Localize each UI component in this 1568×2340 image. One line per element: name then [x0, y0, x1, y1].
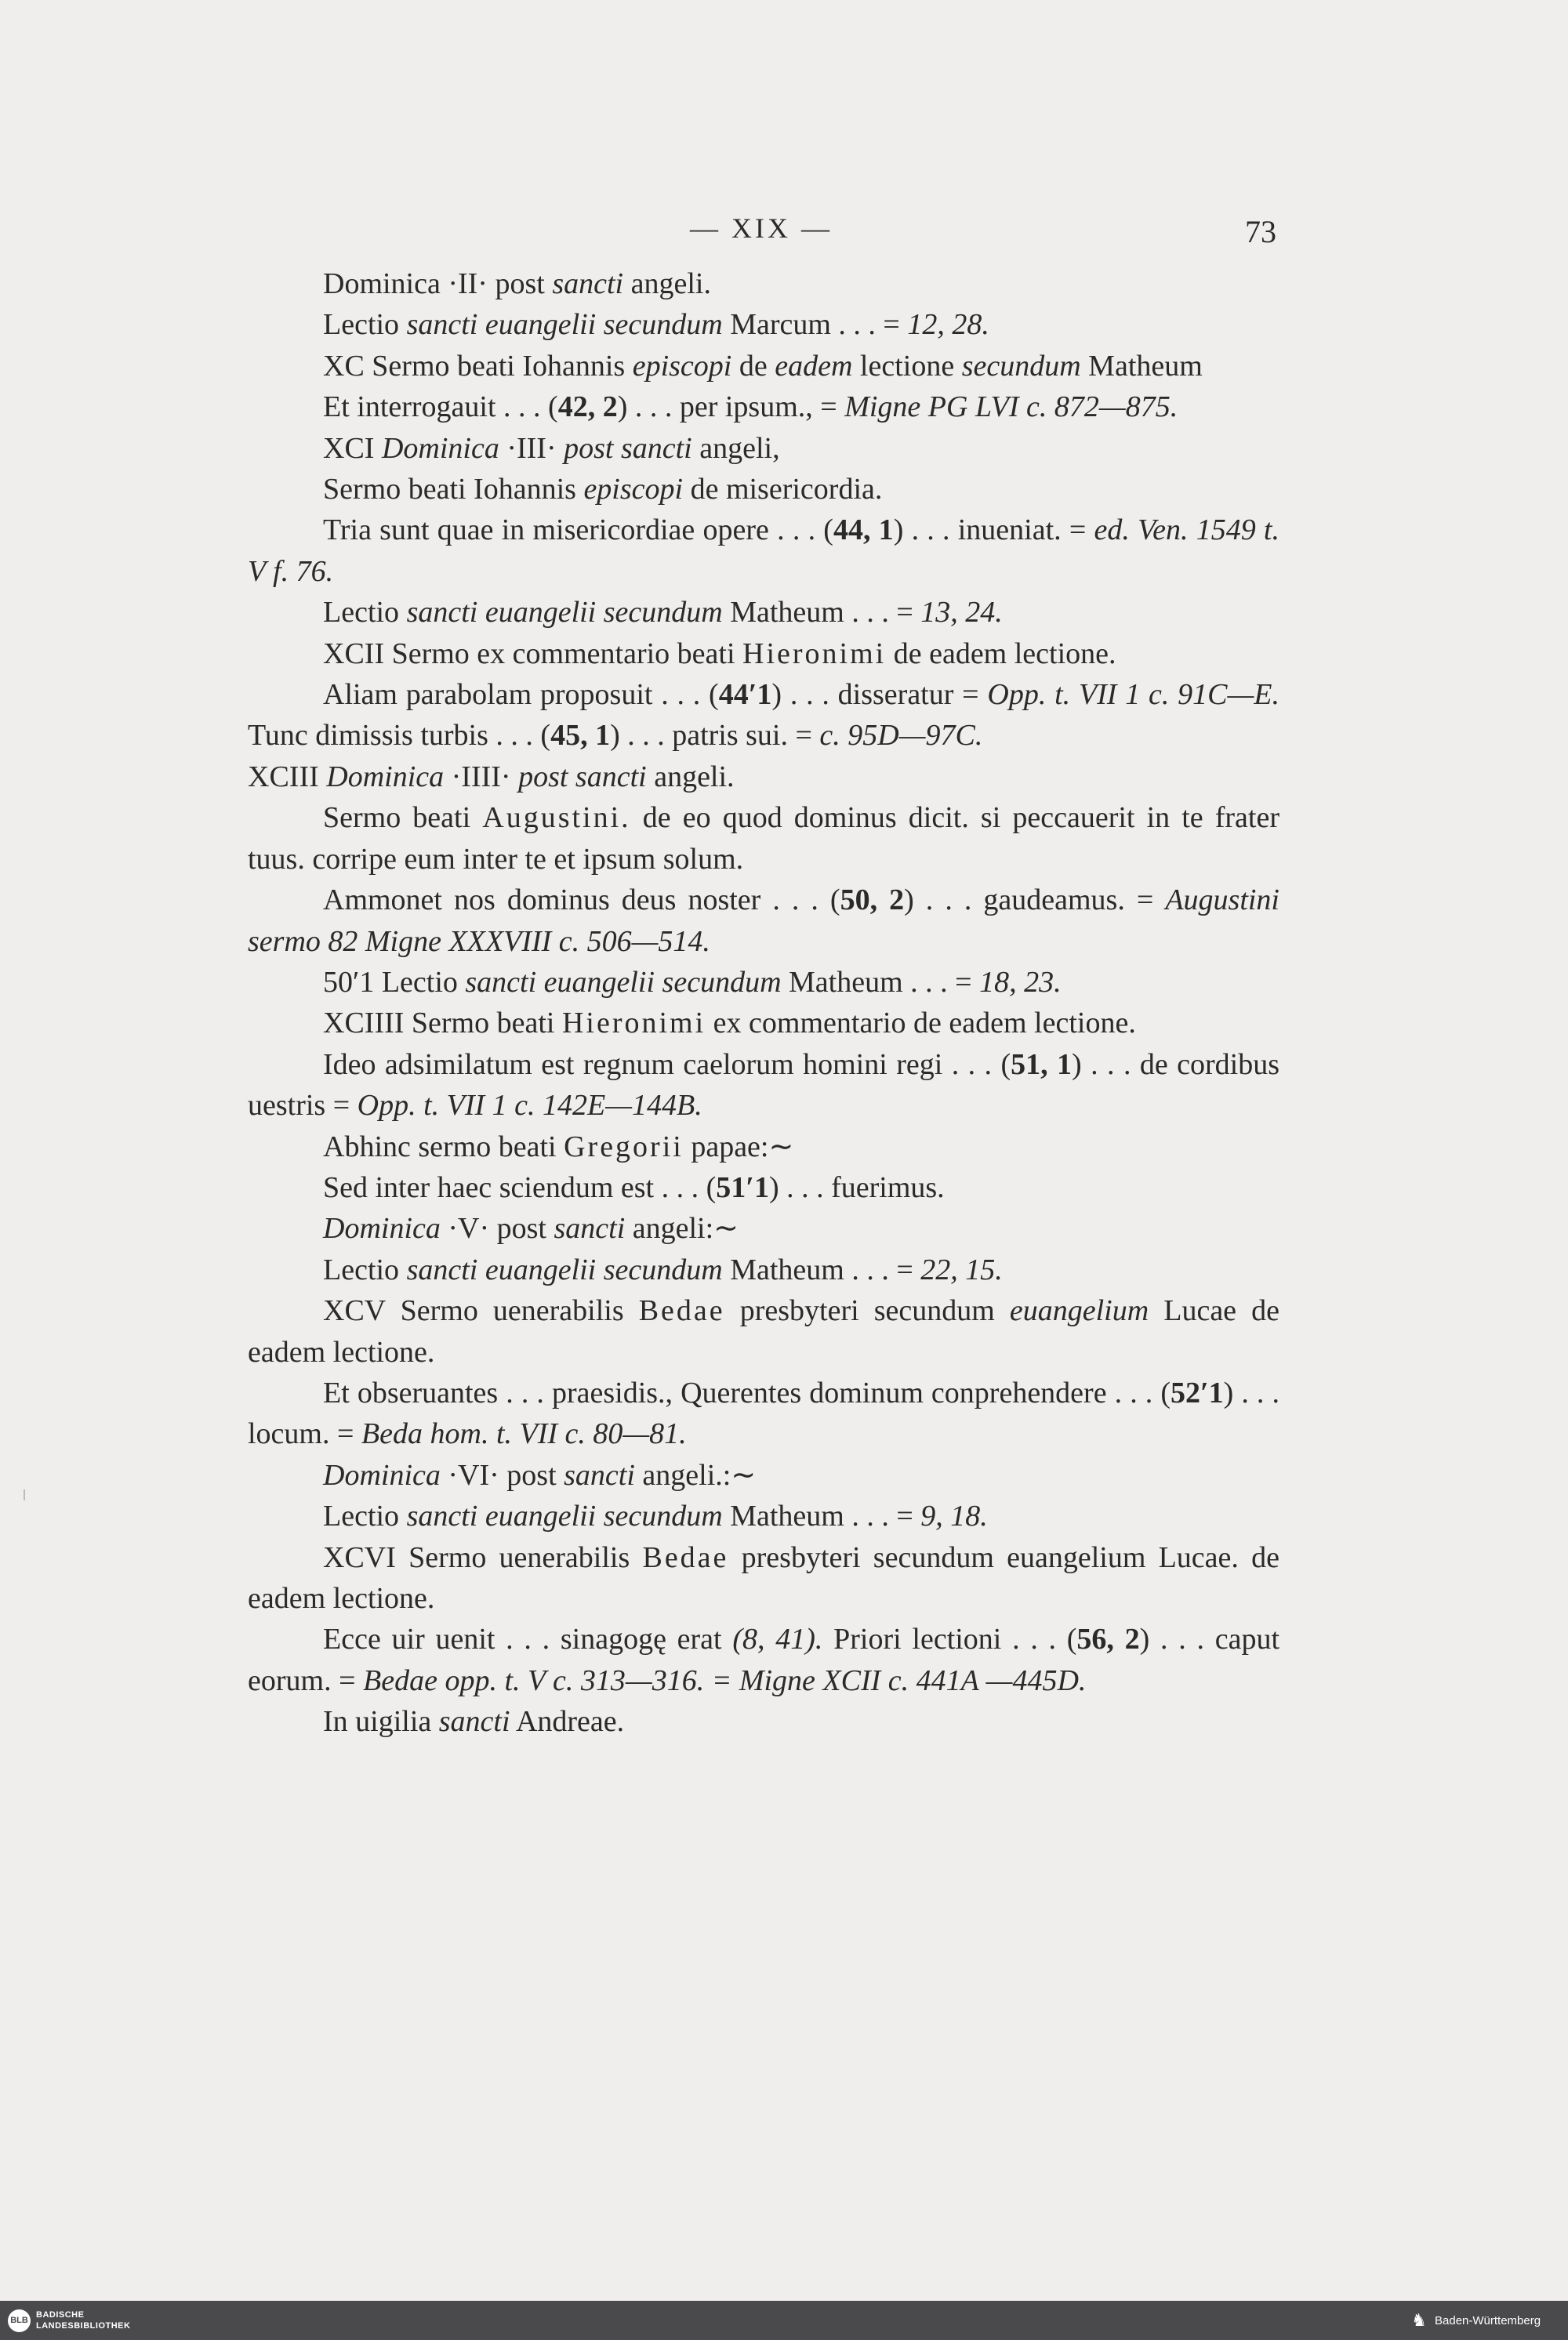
text-line: XCV Sermo uenerabilis Bedae presbyteri secundum euangelium Lucae de eadem lectione.	[248, 1294, 1279, 1369]
text-line: Aliam parabolam proposuit . . . (44′1) . . . disseratur = Opp. t. VII 1 c. 91C—E. Tunc dimissis turbis . . . (45, 1) . . . patris sui. = c. 95D—97C.	[248, 678, 1280, 753]
body-text	[248, 263, 1279, 1743]
text-line: Dominica ·VI· post sancti angeli.:∼	[323, 1458, 757, 1492]
text-line: Ammonet nos dominus deus noster . . . (50, 2) . . . gaudeamus. = Augustini sermo 82 Migne XXXVIII c. 506—514.	[248, 883, 1279, 958]
text-line: XCIIII Sermo beati Hieronimi ex commentario de eadem lectione.	[323, 1007, 1136, 1040]
text-line: Lectio sancti euangelii secundum Matheum . . . = 9, 18.	[323, 1500, 988, 1533]
text-line: Ecce uir uenit . . . sinagogę erat (8, 41). Priori lectioni . . . (56, 2) . . . caput eorum. = Bedae opp. t. V c. 313—316. = Migne XCII c. 441A —445D.	[248, 1623, 1280, 1697]
text-line: Dominica ·V· post sancti angeli:∼	[323, 1212, 739, 1246]
text-line: Abhinc sermo beati Gregorii papae:∼	[323, 1130, 794, 1163]
page-number: 73	[1245, 214, 1276, 249]
text-line: In uigilia sancti Andreae.	[323, 1705, 625, 1739]
text-line: Tria sunt quae in misericordiae opere . . . (44, 1) . . . inueniat. = ed. Ven. 1549 t. V f. 76.	[248, 513, 1279, 588]
text-line: Ideo adsimilatum est regnum caelorum homini regi . . . (51, 1) . . . de cordibus uestris = Opp. t. VII 1 c. 142E—144B.	[248, 1047, 1280, 1123]
text-line: Lectio sancti euangelii secundum Matheum . . . = 13, 24.	[323, 596, 1003, 629]
page-header	[0, 212, 1568, 251]
text-line: Sermo beati Augustini. de eo quod dominus dicit. si peccauerit in te frater tuus. corripe eum inter te et ipsum solum.	[248, 801, 1280, 876]
text-line: Lectio sancti euangelii secundum Marcum . . . = 12, 28.	[323, 308, 989, 342]
blb-logo-icon[interactable]: BLB	[8, 2309, 31, 2332]
text-line: Et obseruantes . . . praesidis., Querentes dominum conprehendere . . . (52′1) . . . locum. = Beda hom. t. VII c. 80—81.	[248, 1376, 1279, 1451]
text-line: XCI Dominica ·III· post sancti angeli,	[323, 431, 780, 465]
text-line: Lectio sancti euangelii secundum Matheum . . . = 22, 15.	[323, 1253, 1003, 1286]
text-line: 50′1 Lectio sancti euangelii secundum Matheum . . . = 18, 23.	[323, 965, 1062, 999]
text-line: Sed inter haec sciendum est . . . (51′1) . . . fuerimus.	[323, 1170, 945, 1204]
margin-mark	[24, 1489, 25, 1500]
text-line: Dominica ·II· post sancti angeli.	[323, 267, 711, 300]
text-line: XCVI Sermo uenerabilis Bedae presbyteri secundum euangelium Lucae. de eadem lectione.	[248, 1540, 1279, 1615]
library-name[interactable]: BADISCHE LANDESBIBLIOTHEK	[36, 2310, 131, 2331]
text-line: XC Sermo beati Iohannis episcopi de eadem lectione secundum Matheum	[323, 349, 1203, 383]
section-title: — XIX —	[690, 212, 833, 244]
coat-of-arms-icon: ♞	[1411, 2310, 1427, 2330]
viewer-footer	[0, 2301, 1568, 2340]
text-line: Et interrogauit . . . (42, 2) . . . per ipsum., = Migne PG LVI c. 872—875.	[323, 390, 1178, 424]
text-line: XCIII Dominica ·IIII· post sancti angeli.	[248, 760, 735, 793]
state-name[interactable]: Baden-Württemberg	[1435, 2314, 1541, 2327]
text-line: Sermo beati Iohannis episcopi de misericordia.	[323, 473, 883, 506]
text-line: XCII Sermo ex commentario beati Hieronimi de eadem lectione.	[323, 637, 1116, 670]
